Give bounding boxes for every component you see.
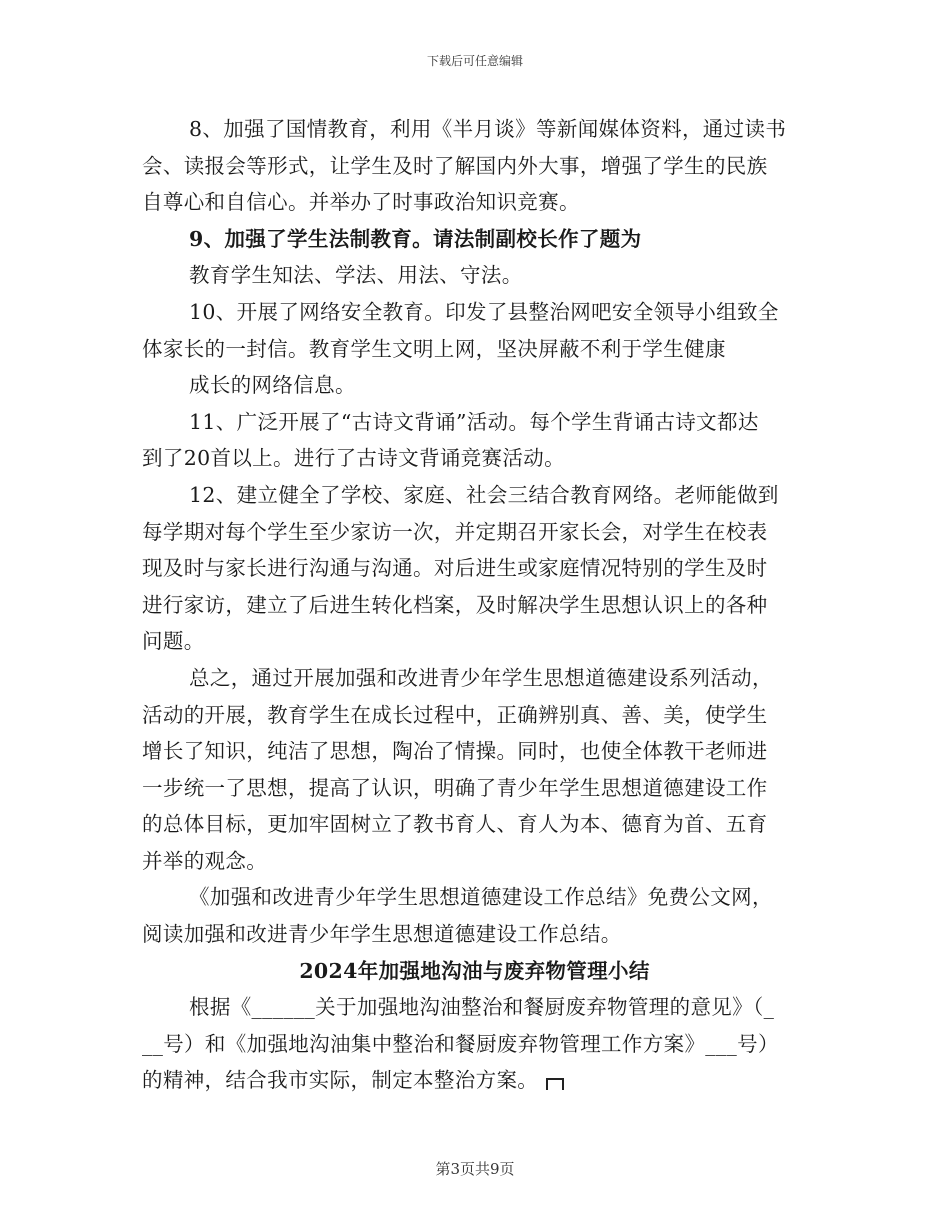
summary-line-2: 活动的开展，教育学生在成长过程中，正确辨别真、善、美，使学生 [142,702,768,727]
summary-line-6: 并举的观念。 [142,848,268,873]
intro-line-3-text: 的精神，结合我市实际，制定本整治方案。 [142,1068,539,1093]
paragraph-9-line-2: 教育学生知法、学法、用法、守法。 [189,263,523,288]
intro-line-2: __号）和《加强地沟油集中整治和餐厨废弃物管理工作方案》___号） [142,1031,779,1056]
intro-line-1: 根据《______关于加强地沟油整治和餐厨废弃物管理的意见》（_ [189,995,775,1020]
paragraph-10-line-1: 10、开展了网络安全教育。印发了县整治网吧安全领导小组致全 [189,299,779,324]
paragraph-8-line-3: 自尊心和自信心。并举办了时事政治知识竞赛。 [142,190,580,215]
paragraph-12-line-2: 每学期对每个学生至少家访一次，并定期召开家长会，对学生在校表 [142,519,768,544]
paragraph-8-line-1: 8、加强了国情教育，利用《半月谈》等新闻媒体资料，通过读书 [189,117,787,141]
paragraph-11-line-1: 11、广泛开展了“古诗文背诵”活动。每个学生背诵古诗文都达 [189,409,759,434]
document-body [142,111,807,1099]
paragraph-10-line-3: 成长的网络信息。 [189,373,356,398]
paragraph-10-line-2: 体家长的一封信。教育学生文明上网，坚决屏蔽不利于学生健康 [142,336,726,361]
paragraph-12-line-3: 现及时与家长进行沟通与沟通。对后进生或家庭情况特别的学生及时 [142,556,768,581]
source-line-1: 《加强和改进青少年学生思想道德建设工作总结》免费公文网， [189,885,773,910]
summary-line-4: 一步统一了思想，提高了认识，明确了青少年学生思想道德建设工作 [142,775,768,800]
intro-line-3 [142,1062,807,1099]
paragraph-11-line-2: 到了20首以上。进行了古诗文背诵竞赛活动。 [142,446,565,471]
paragraph-mark-icon [546,1078,564,1090]
paragraph-9-heading: 9、加强了学生法制教育。请法制副校长作了题为 [189,226,642,251]
page-footer: 第3页共9页 [435,1160,515,1178]
source-line-2: 阅读加强和改进青少年学生思想道德建设工作总结。 [142,922,622,947]
paragraph-12-line-4: 进行家访，建立了后进生转化档案，及时解决学生思想认识上的各种 [142,592,768,617]
summary-line-1: 总之，通过开展加强和改进青少年学生思想道德建设系列活动， [189,665,773,690]
section-title: 2024年加强地沟油与废弃物管理小结 [299,958,650,983]
page-header: 下载后可任意编辑 [426,54,523,68]
summary-line-3: 增长了知识，纯洁了思想，陶冶了情操。同时，也使全体教干老师进 [142,739,768,764]
paragraph-12-line-1: 12、建立健全了学校、家庭、社会三结合教育网络。老师能做到 [189,482,779,507]
summary-line-5: 的总体目标，更加牢固树立了教书育人、育人为本、德育为首、五育 [142,812,768,837]
paragraph-8-line-2: 会、读报会等形式，让学生及时了解国内外大事，增强了学生的民族 [142,153,768,178]
paragraph-12-line-5: 问题。 [142,629,205,654]
